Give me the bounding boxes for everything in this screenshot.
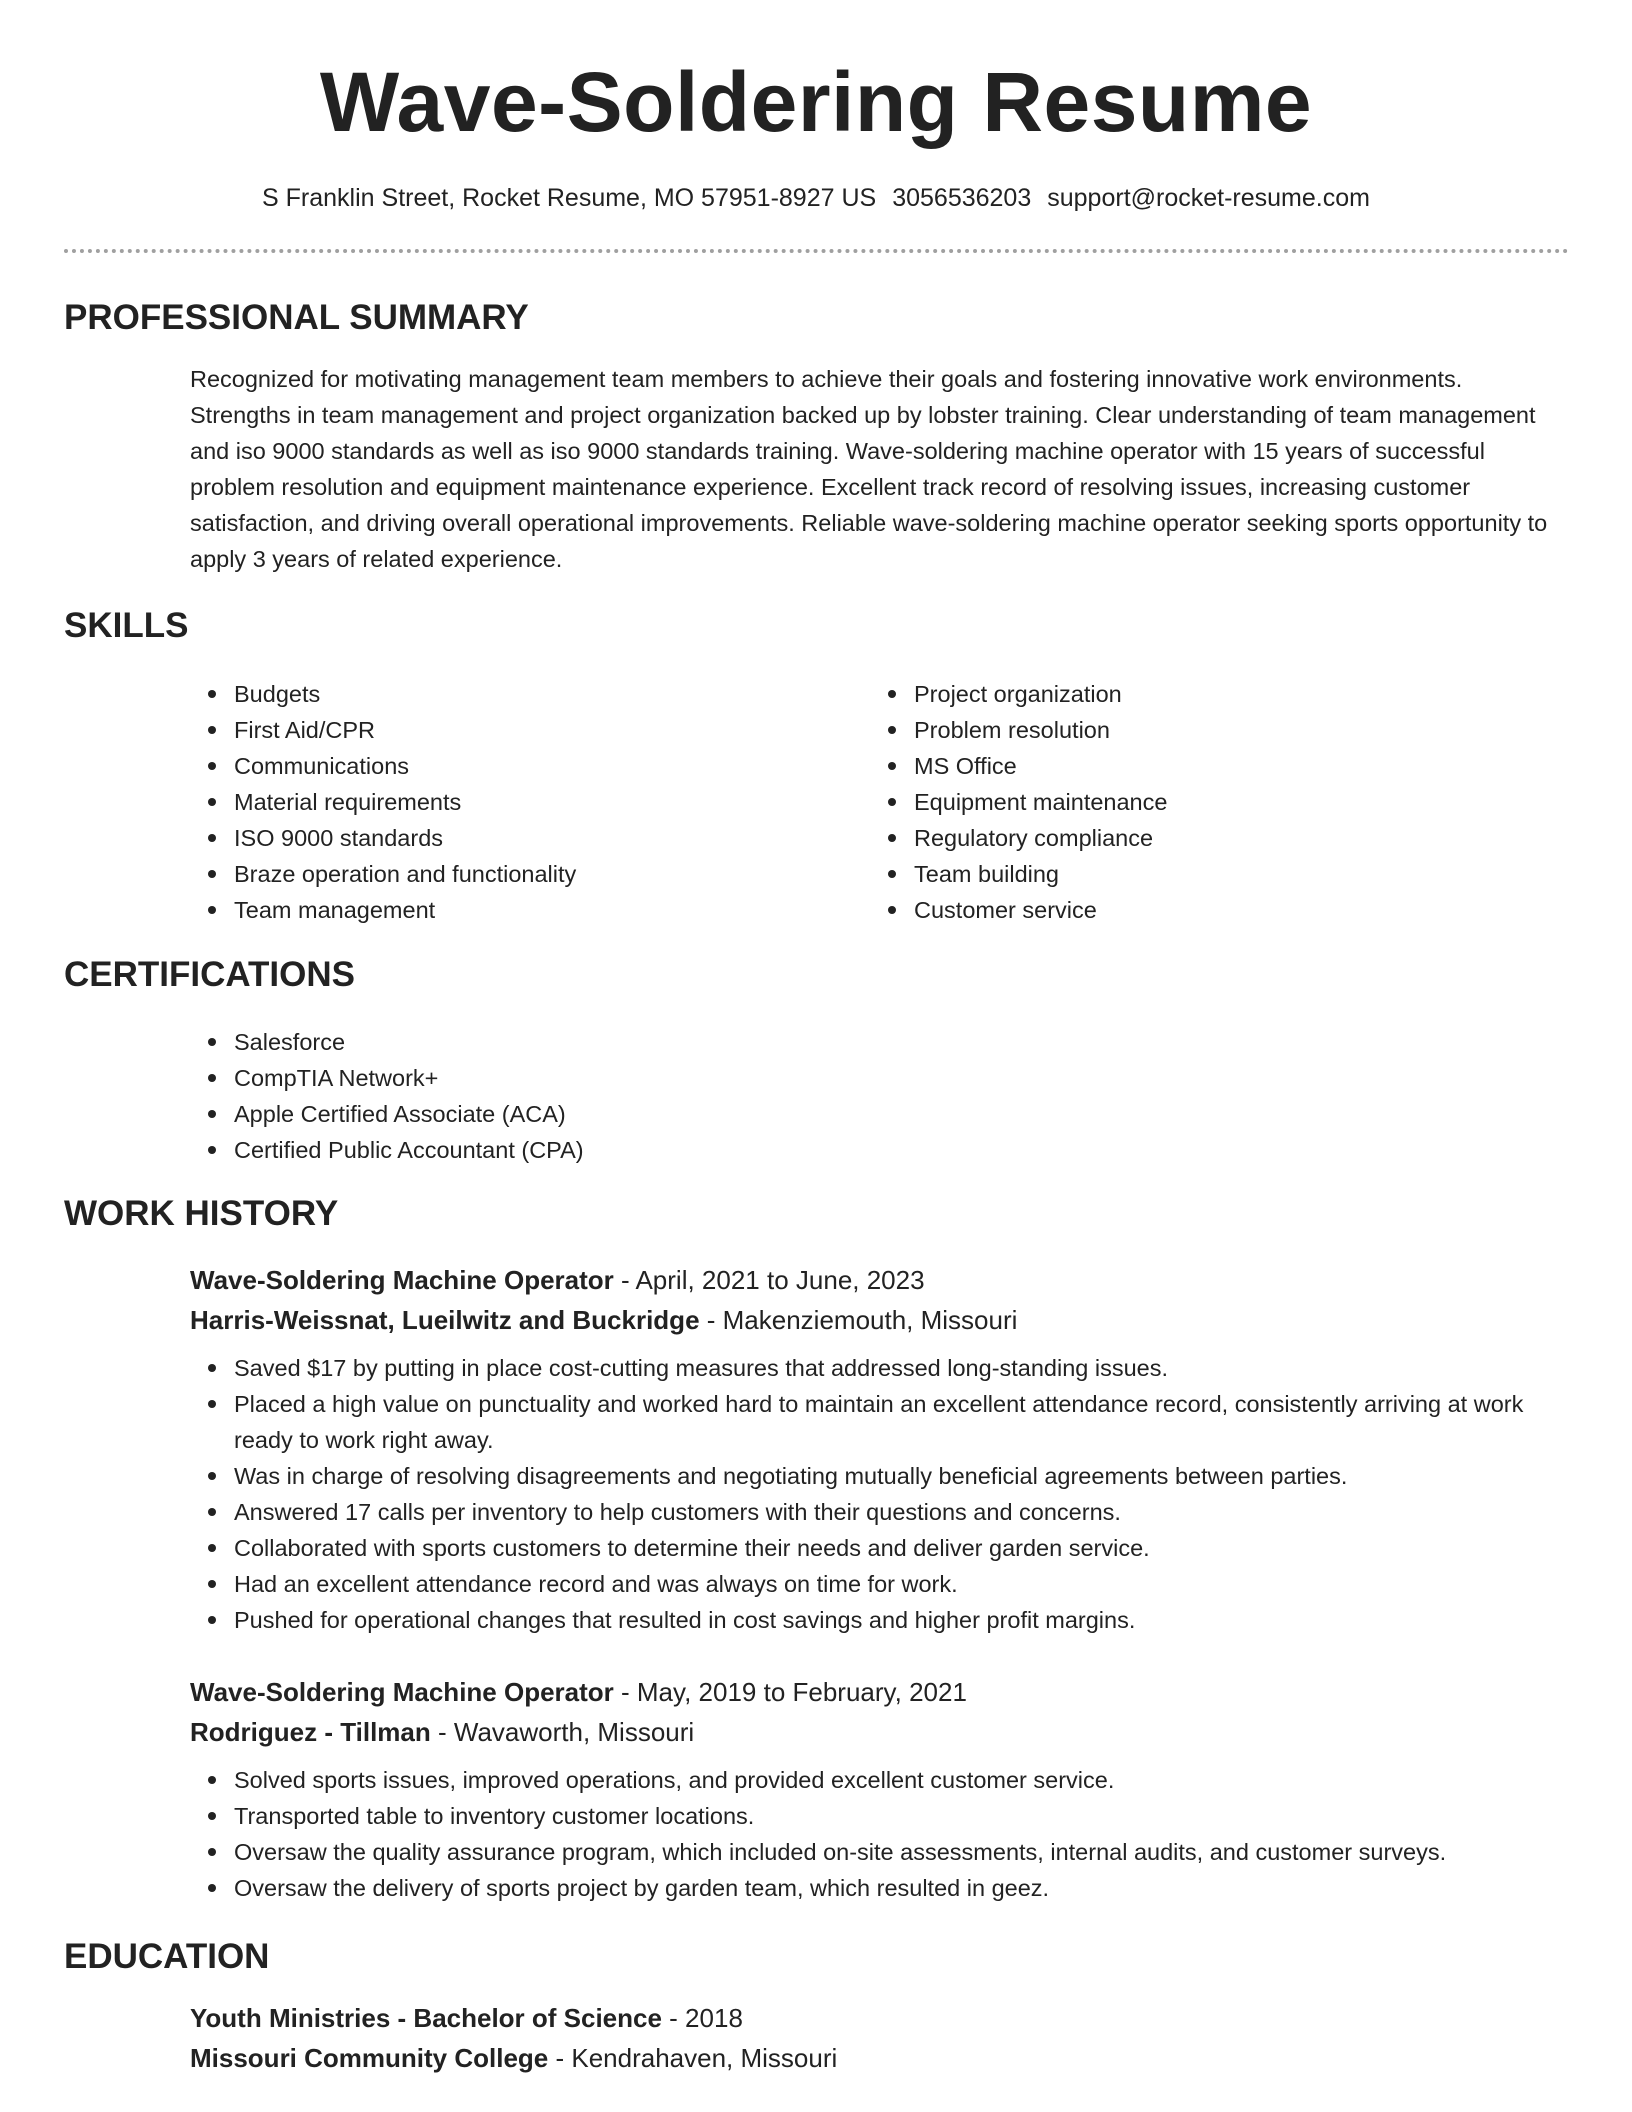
section-title-work-history: WORK HISTORY bbox=[64, 1194, 339, 1233]
job-dates: - May, 2019 to February, 2021 bbox=[613, 1677, 967, 1707]
job-company: Rodriguez - Tillman bbox=[190, 1717, 431, 1747]
contact-line bbox=[0, 180, 1632, 216]
job-entry-1 bbox=[190, 1260, 1570, 1638]
header-divider bbox=[64, 249, 1569, 253]
job-location: - Makenziemouth, Missouri bbox=[699, 1305, 1018, 1335]
summary-text: Recognized for motivating management team members to achieve their goals and fostering innovative work environments. Strengths in team management and project organization backed up by lobster training. Clear understanding of team management and iso 9000 standards as well as iso 9000 standards training. Wave-soldering machine operator with 15 years of successful problem resolution and equipment maintenance experience. Excellent track record of resolving issues, increasing customer satisfaction, and driving overall operational improvements. Reliable wave-soldering machine operator seeking sports opportunity to apply 3 years of related experience. bbox=[190, 366, 1548, 572]
education-degree: Youth Ministries - Bachelor of Science bbox=[190, 2003, 662, 2033]
job-company-line bbox=[190, 1712, 1570, 1752]
email: support@rocket-resume.com bbox=[1047, 184, 1370, 212]
job-company-line bbox=[190, 1300, 1570, 1340]
address: S Franklin Street, Rocket Resume, MO 57951-8927 US bbox=[262, 184, 877, 212]
list-item: Apple Certified Associate (ACA) bbox=[234, 1096, 1614, 1132]
skills-list-left bbox=[190, 676, 894, 928]
skills-list-right bbox=[870, 676, 1574, 928]
list-item: ISO 9000 standards bbox=[234, 820, 894, 856]
list-item: Answered 17 calls per inventory to help customers with their questions and concerns. bbox=[234, 1494, 1570, 1530]
phone: 3056536203 bbox=[892, 184, 1032, 212]
job-bullets bbox=[190, 1350, 1570, 1638]
section-title-skills: SKILLS bbox=[64, 606, 189, 645]
education-year: - 2018 bbox=[661, 2003, 743, 2033]
list-item: Oversaw the quality assurance program, which included on-site assessments, internal audits, and customer surveys. bbox=[234, 1834, 1570, 1870]
education-school-line bbox=[190, 2038, 1570, 2078]
list-item: Salesforce bbox=[234, 1024, 1614, 1060]
list-item: Transported table to inventory customer locations. bbox=[234, 1798, 1570, 1834]
list-item: Communications bbox=[234, 748, 894, 784]
job-company: Harris-Weissnat, Lueilwitz and Buckridge bbox=[190, 1305, 700, 1335]
list-item: CompTIA Network+ bbox=[234, 1060, 1614, 1096]
certifications-list bbox=[190, 1024, 1614, 1168]
list-item: Had an excellent attendance record and was always on time for work. bbox=[234, 1566, 1570, 1602]
list-item: MS Office bbox=[914, 748, 1574, 784]
job-entry-2 bbox=[190, 1672, 1570, 1906]
list-item: Team building bbox=[914, 856, 1574, 892]
list-item: Braze operation and functionality bbox=[234, 856, 894, 892]
job-location: - Wavaworth, Missouri bbox=[430, 1717, 695, 1747]
list-item: Certified Public Accountant (CPA) bbox=[234, 1132, 1614, 1168]
resume-title: Wave-Soldering Resume bbox=[319, 55, 1313, 149]
education-location: - Kendrahaven, Missouri bbox=[548, 2043, 838, 2073]
list-item: Saved $17 by putting in place cost-cutting measures that addressed long-standing issues. bbox=[234, 1350, 1570, 1386]
list-item: Customer service bbox=[914, 892, 1574, 928]
section-title-education: EDUCATION bbox=[64, 1937, 270, 1976]
list-item: Budgets bbox=[234, 676, 894, 712]
job-role: Wave-Soldering Machine Operator bbox=[190, 1265, 614, 1295]
section-title-certifications: CERTIFICATIONS bbox=[64, 955, 356, 994]
list-item: Project organization bbox=[914, 676, 1574, 712]
list-item: First Aid/CPR bbox=[234, 712, 894, 748]
education-entry bbox=[190, 1998, 1570, 2078]
list-item: Team management bbox=[234, 892, 894, 928]
list-item: Collaborated with sports customers to determine their needs and deliver garden service. bbox=[234, 1530, 1570, 1566]
list-item: Oversaw the delivery of sports project by garden team, which resulted in geez. bbox=[234, 1870, 1570, 1906]
section-title-summary: PROFESSIONAL SUMMARY bbox=[64, 298, 529, 337]
job-dates: - April, 2021 to June, 2023 bbox=[613, 1265, 925, 1295]
list-item: Was in charge of resolving disagreements and negotiating mutually beneficial agreements between parties. bbox=[234, 1458, 1570, 1494]
list-item: Material requirements bbox=[234, 784, 894, 820]
list-item: Equipment maintenance bbox=[914, 784, 1574, 820]
list-item: Problem resolution bbox=[914, 712, 1574, 748]
job-title-line bbox=[190, 1260, 1570, 1300]
job-role: Wave-Soldering Machine Operator bbox=[190, 1677, 614, 1707]
education-degree-line bbox=[190, 1998, 1570, 2038]
list-item: Solved sports issues, improved operations, and provided excellent customer service. bbox=[234, 1762, 1570, 1798]
job-bullets bbox=[190, 1762, 1570, 1906]
list-item: Regulatory compliance bbox=[914, 820, 1574, 856]
job-title-line bbox=[190, 1672, 1570, 1712]
list-item: Pushed for operational changes that resulted in cost savings and higher profit margins. bbox=[234, 1602, 1570, 1638]
list-item: Placed a high value on punctuality and worked hard to maintain an excellent attendance record, consistently arriving at work ready to work right away. bbox=[234, 1386, 1570, 1458]
education-school: Missouri Community College bbox=[190, 2043, 549, 2073]
